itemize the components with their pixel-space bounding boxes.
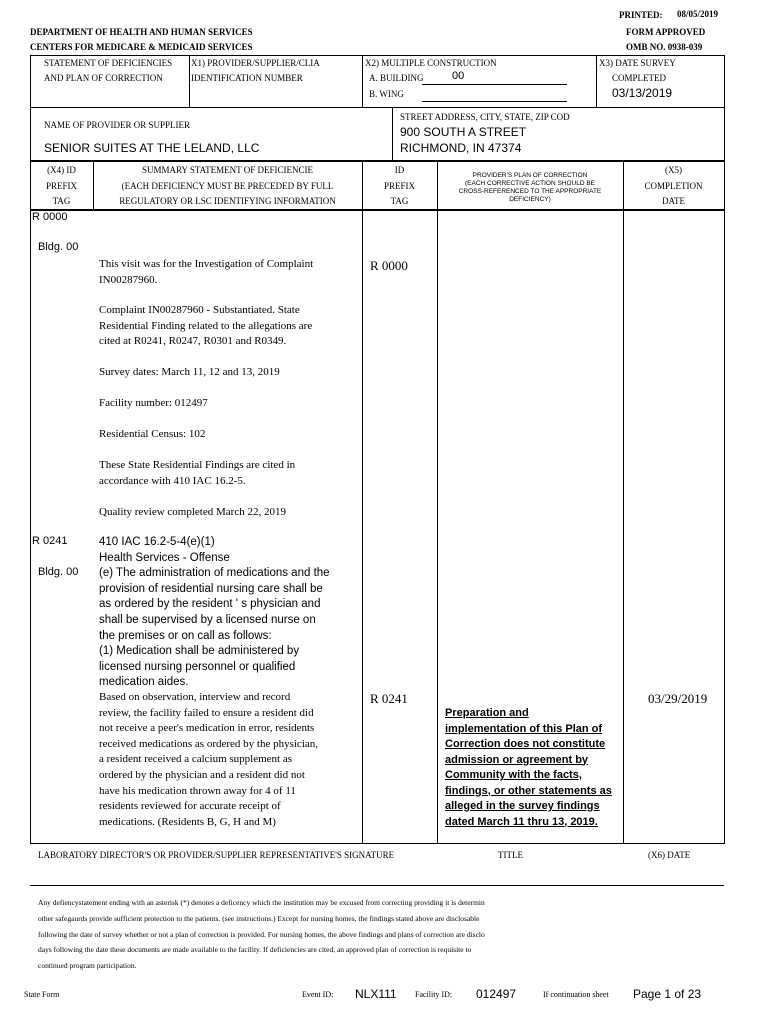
provider-name-label: NAME OF PROVIDER OR SUPPLIER bbox=[44, 120, 191, 130]
address-city: RICHMOND, IN 47374 bbox=[400, 141, 522, 155]
findings-paragraph: These State Residential Findings are cited in accordance with 410 IAC 16.2-5. bbox=[99, 459, 296, 487]
statement-label: STATEMENT OF DEFICIENCIES bbox=[44, 58, 173, 68]
completion-date: 03/29/2019 bbox=[648, 691, 708, 706]
prefix-tag-r0000: R 0000 bbox=[32, 211, 68, 223]
completed-label: COMPLETED bbox=[612, 73, 666, 83]
id-tag-r0241: R 0241 bbox=[370, 691, 408, 706]
quality-review: Quality review completed March 22, 2019 bbox=[99, 506, 286, 518]
event-id-label: Event ID: bbox=[302, 990, 334, 999]
signature-label: LABORATORY DIRECTOR'S OR PROVIDER/SUPPLIER REPRESENTATIVE'S SIGNATURE bbox=[38, 850, 395, 860]
disclaimer: Any defiencystatement ending with an asterisk (*) denotes a deficency which the institution may be excused from correcting providing it is determin other safegaurds provide sufficient protection to the patients. (see instructions.) Except for nursing homes, the findings stated above are disclosable following the date of survey whether or not a plan of correction is provided. For nursing homes, the above findings and plans of correction are disclo days following the date these documents are made available to the facility. If deficiencies are cited, an approved plan of correction is requisite to continued program participation. bbox=[38, 898, 485, 971]
bldg-label-2: Bldg. 00 bbox=[38, 566, 79, 578]
summary-header: SUMMARY STATEMENT OF DEFICIENCIE bbox=[141, 165, 314, 175]
bldg-label-1: Bldg. 00 bbox=[38, 241, 79, 253]
prefix-tag-r0241: R 0241 bbox=[32, 535, 68, 547]
plan-subheader-3: DEFICIENCY) bbox=[509, 196, 551, 203]
building-value: 00 bbox=[452, 70, 465, 82]
summary-subheader-2: REGULATORY OR LSC IDENTIFYING INFORMATION bbox=[119, 196, 336, 206]
x4-id-label: (X4) ID bbox=[47, 165, 76, 175]
x4-prefix-label: PREFIX bbox=[45, 181, 77, 191]
state-form-label: State Form bbox=[24, 990, 60, 999]
intro-paragraph: This visit was for the Investigation of Complaint IN00287960. bbox=[99, 258, 314, 286]
x1-label: X1) PROVIDER/SUPPLIER/CLIA bbox=[191, 58, 320, 68]
summary-subheader: (EACH DEFICIENCY MUST BE PRECEDED BY FULL bbox=[121, 181, 334, 191]
x1-identification: IDENTIFICATION NUMBER bbox=[191, 73, 303, 83]
x5-label: (X5) bbox=[665, 165, 682, 175]
plan-subheader-2: CROSS-REFERENCED TO THE APPROPRIATE bbox=[458, 188, 602, 195]
department-title: DEPARTMENT OF HEALTH AND HUMAN SERVICES bbox=[30, 27, 253, 37]
plan-header: PROVIDER'S PLAN OF CORRECTION bbox=[472, 172, 588, 179]
survey-date-value: 03/13/2019 bbox=[612, 86, 673, 100]
x2-label: X2) MULTIPLE CONSTRUCTION bbox=[365, 58, 497, 68]
facility-number: Facility number: 012497 bbox=[99, 397, 208, 409]
provider-name: SENIOR SUITES AT THE LELAND, LLC bbox=[44, 141, 260, 155]
x3-label: X3) DATE SURVEY bbox=[599, 58, 676, 68]
x6-date-label: (X6) DATE bbox=[648, 850, 691, 860]
date-label: DATE bbox=[662, 196, 685, 206]
plan-subheader: (EACH CORRECTIVE ACTION SHOULD BE bbox=[464, 180, 596, 187]
complaint-paragraph: Complaint IN00287960 - Substantiated. State Residential Finding related to the allegations are cited at R0241, R0247, R0301 and R0349. bbox=[99, 304, 313, 348]
printed-date: 08/05/2019 bbox=[677, 9, 719, 19]
plan-label: AND PLAN OF CORRECTION bbox=[44, 73, 163, 83]
regulation-text: 410 IAC 16.2-5-4(e)(1) Health Services - Offense (e) The administration of medications and the provision of residential nursing care shall be as ordered by the resident ' s physician and shall be supervised by a licensed nurse on the premises or on call as follows: (1) Medication shall be administered by licensed nursing personnel or qualified medication aides. bbox=[99, 536, 330, 689]
continuation-label: If continuation sheet bbox=[543, 990, 609, 999]
survey-dates: Survey dates: March 11, 12 and 13, 2019 bbox=[99, 366, 280, 378]
x4-tag-label: TAG bbox=[52, 196, 71, 206]
finding-paragraph: Based on observation, interview and record review, the facility failed to ensure a resident did not receive a peer's medication in error, residents received medications as ordered by the physician, a resident received a calcium supplement as ordered by the physician and a resident did not have his medication thrown away for 4 of 11 residents reviewed for accurate receipt of medications. (Residents B, G, H and M) bbox=[99, 691, 319, 828]
event-id-value: NLX111 bbox=[355, 987, 397, 1001]
facility-id-label: Facility ID: bbox=[415, 990, 453, 999]
page-number: Page 1 of 23 bbox=[633, 987, 702, 1001]
wing-label: B. WING bbox=[369, 89, 404, 99]
form-approved: FORM APPROVED bbox=[626, 27, 706, 37]
residential-census: Residential Census: 102 bbox=[99, 428, 206, 440]
printed-label: PRINTED: bbox=[619, 10, 663, 20]
address-label: STREET ADDRESS, CITY, STATE, ZIP COD bbox=[400, 112, 570, 122]
id-tag-label: TAG bbox=[390, 196, 409, 206]
omb-number: OMB NO. 0938-039 bbox=[626, 42, 703, 52]
building-label: A. BUILDING bbox=[369, 73, 424, 83]
facility-id-value: 012497 bbox=[476, 987, 517, 1001]
address-street: 900 SOUTH A STREET bbox=[400, 125, 527, 139]
centers-title: CENTERS FOR MEDICARE & MEDICAID SERVICES bbox=[30, 42, 253, 52]
title-label: TITLE bbox=[498, 850, 523, 860]
plan-of-correction: Preparation and implementation of this Plan of Correction does not constitute admission or agreement by Community with the facts, findings, or other statements as alleged in the survey findings dated March 11 thru 13, 2019. bbox=[445, 707, 612, 828]
completion-label: COMPLETION bbox=[644, 181, 703, 191]
id-prefix-label: PREFIX bbox=[383, 181, 415, 191]
id-label: ID bbox=[394, 165, 405, 175]
id-tag-r0000: R 0000 bbox=[370, 258, 408, 273]
